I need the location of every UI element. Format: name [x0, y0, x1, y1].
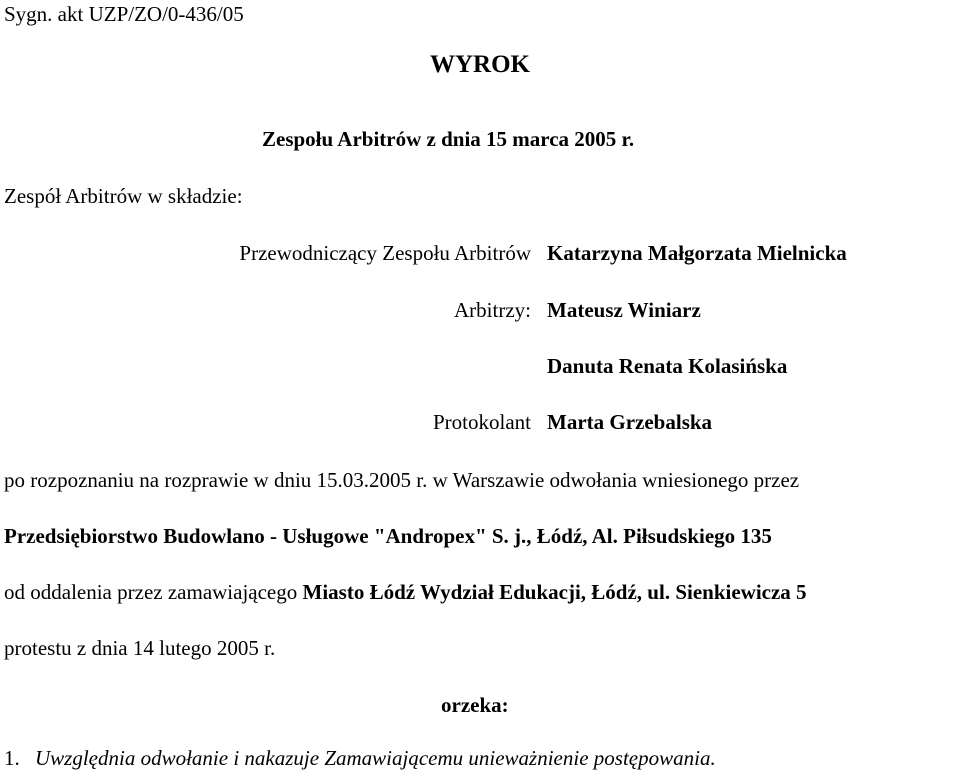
chair-label: Przewodniczący Zespołu Arbitrów [239, 241, 531, 265]
arbiter-2-name: Danuta Renata Kolasińska [547, 354, 788, 378]
recorder-label: Protokolant [433, 410, 531, 434]
document-subtitle: Zespołu Arbitrów z dnia 15 marca 2005 r. [262, 127, 635, 151]
chair-name: Katarzyna Małgorzata Mielnicka [547, 241, 847, 265]
body-line-3-plain: od oddalenia przez zamawiającego [4, 580, 303, 604]
case-signature: Sygn. akt UZP/ZO/0-436/05 [4, 2, 244, 26]
contracting-authority-line [4, 580, 807, 604]
recorder-name: Marta Grzebalska [547, 410, 713, 434]
ruling-item-number: 1. [4, 746, 20, 770]
body-line-1: po rozpoznaniu na rozprawie w dniu 15.03.2005 r. w Warszawie odwołania wniesionego przez [4, 468, 800, 492]
ruling-item-text: Uwzględnia odwołanie i nakazuje Zamawiającemu unieważnienie postępowania. [35, 746, 716, 770]
panel-intro: Zespół Arbitrów w składzie: [4, 184, 243, 208]
appellant-line: Przedsiębiorstwo Budowlano - Usługowe "Andropex" S. j., Łódź, Al. Piłsudskiego 135 [4, 524, 772, 548]
arbiter-1-name: Mateusz Winiarz [547, 298, 701, 322]
arbiters-label: Arbitrzy: [454, 298, 531, 322]
ruling-item-1 [4, 746, 716, 770]
document-title: WYROK [430, 51, 530, 78]
ruling-label: orzeka: [441, 693, 509, 717]
body-line-4: protestu z dnia 14 lutego 2005 r. [4, 636, 276, 660]
contracting-authority-name: Miasto Łódź Wydział Edukacji, Łódź, ul. Sienkiewicza 5 [302, 580, 807, 604]
